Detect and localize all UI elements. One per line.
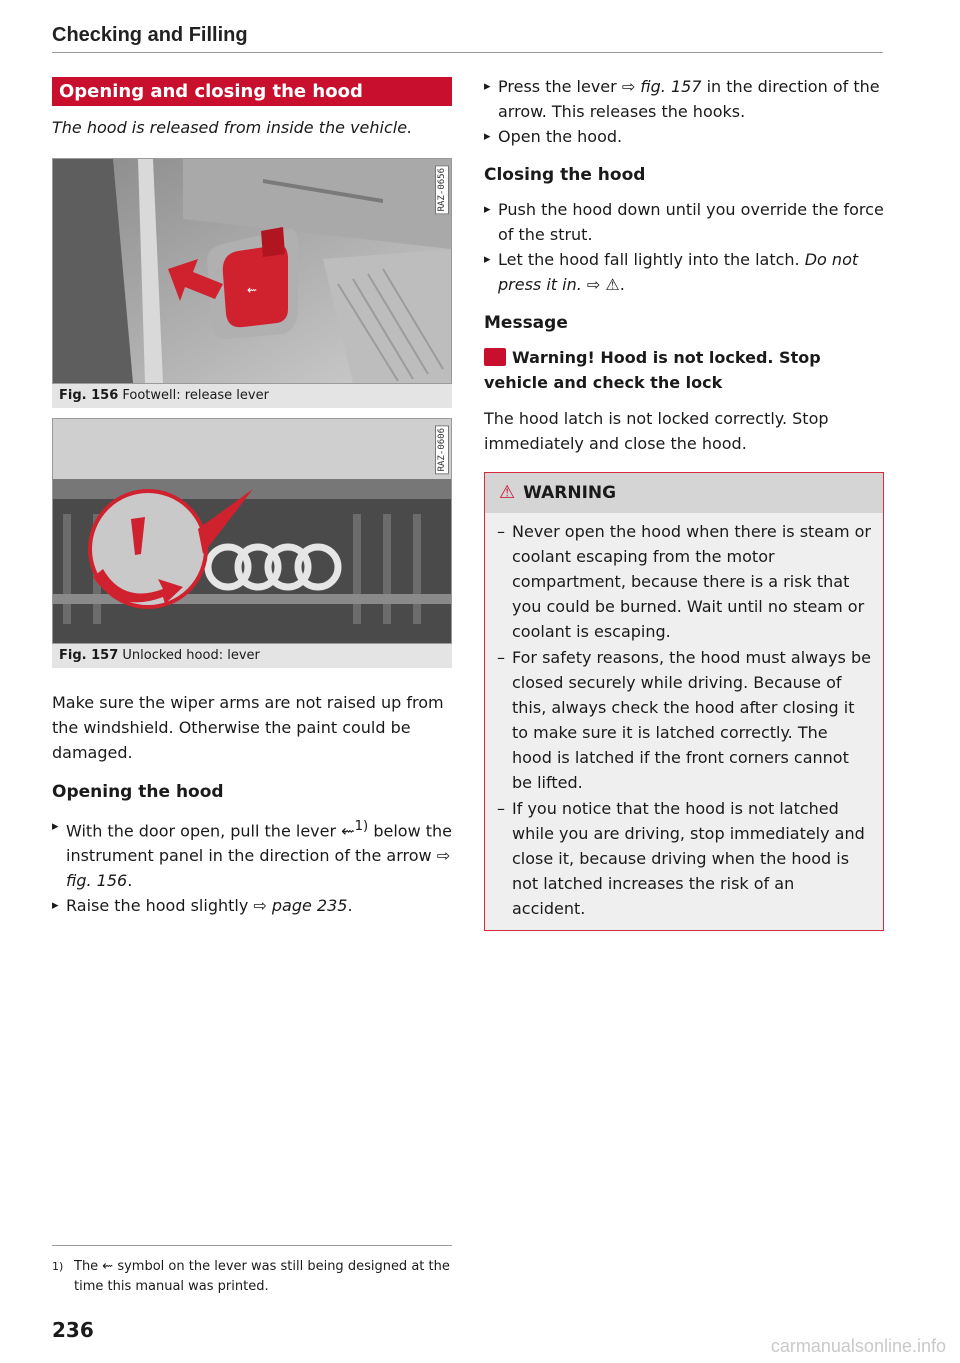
figure-label: Fig. 156 xyxy=(59,388,119,403)
closing-step xyxy=(484,247,884,297)
emphasis-text: Do not press it in. xyxy=(498,250,859,294)
footnote-text: The ⇜ symbol on the lever was still being designed at the time this manual was printed. xyxy=(74,1259,450,1294)
figure-156 xyxy=(52,158,452,408)
warning-box xyxy=(484,472,884,931)
page-reference: ⇨ page 235 xyxy=(253,896,348,916)
page-number: 236 xyxy=(52,1318,94,1342)
page-header: Checking and Filling xyxy=(52,24,248,46)
left-column xyxy=(52,77,452,918)
warning-body xyxy=(485,513,883,930)
svg-text:⇜: ⇜ xyxy=(247,283,258,297)
opening-heading: Opening the hood xyxy=(52,782,224,802)
closing-heading: Closing the hood xyxy=(484,165,646,185)
figure-caption-text: Unlocked hood: lever xyxy=(122,648,260,663)
header-rule xyxy=(52,52,883,53)
figure-caption xyxy=(52,644,452,668)
message-title xyxy=(484,345,884,395)
hood-symbol-icon: ⇜ xyxy=(341,821,355,841)
warning-title: WARNING xyxy=(523,483,617,503)
figure-reference: ⇨ fig. 157 xyxy=(621,77,702,96)
message-title-text: Warning! Hood is not locked. Stop vehicle and check the lock xyxy=(484,348,821,392)
warning-header xyxy=(485,473,883,513)
warning-item: – Never open the hood when there is steam or coolant escaping from the motor compartment, because there is a risk that you could be burned. Wait until no steam or coolant is escaping. xyxy=(497,519,871,644)
step-text: Let the hood fall lightly into the latch. xyxy=(498,250,805,269)
footnote xyxy=(52,1257,452,1297)
step-text: Raise the hood slightly xyxy=(66,896,254,916)
message-heading: Message xyxy=(484,313,568,333)
opening-step xyxy=(52,814,452,893)
figure-caption xyxy=(52,384,452,408)
figure-caption-text: Footwell: release lever xyxy=(122,388,269,403)
step-text: . xyxy=(127,871,133,891)
footnote-rule xyxy=(52,1245,452,1246)
message-text: The hood latch is not locked correctly. Stop immediately and close the hood. xyxy=(484,409,829,453)
figure-reference: ⇨ fig. 156 xyxy=(66,846,451,891)
step-text: Push the hood down until you override the force of the strut. xyxy=(498,200,884,244)
hood-warning-lamp-icon xyxy=(484,348,506,366)
right-column xyxy=(484,74,884,931)
section-title: Opening and closing the hood xyxy=(52,77,452,106)
footnote-ref: 1) xyxy=(354,819,369,834)
wiper-note: Make sure the wiper arms are not raised up from the windshield. Otherwise the paint could be damaged. xyxy=(52,693,444,762)
figure-157 xyxy=(52,418,452,668)
opening-step xyxy=(484,74,884,124)
warning-reference: ⇨ ⚠. xyxy=(581,275,625,294)
figure-code: RAZ-0606 xyxy=(435,425,449,474)
lead-text: The hood is released from inside the vehicle. xyxy=(52,118,413,137)
step-text: Press the lever xyxy=(498,77,622,96)
step-text: in the direction of the arrow. This releases the hooks. xyxy=(498,77,880,121)
watermark: carmanualsonline.info xyxy=(770,1336,946,1356)
footnote-marker: 1) xyxy=(52,1260,64,1273)
footwell-release-lever-image xyxy=(52,158,452,384)
unlocked-hood-lever-image xyxy=(52,418,452,644)
opening-step xyxy=(52,893,452,918)
figure-label: Fig. 157 xyxy=(59,648,119,663)
step-text: With the door open, pull the lever xyxy=(66,821,337,841)
figure-code: RAZ-0656 xyxy=(435,165,449,214)
step-text: below the instrument panel in the direction of the arrow xyxy=(66,821,452,866)
warning-item: – For safety reasons, the hood must always be closed securely while driving. Because of this, always check the hood after closing it to make sure it is latched correctly. The hood is latched if the front corners cannot be lifted. xyxy=(497,645,871,795)
step-text: . xyxy=(347,896,353,916)
warning-triangle-icon: ⚠ xyxy=(499,482,516,503)
closing-step xyxy=(484,197,884,247)
warning-item: – If you notice that the hood is not latched while you are driving, stop immediately and close it, because driving when the hood is not latched increases the risk of an accident. xyxy=(497,796,871,921)
step-text: Open the hood. xyxy=(498,127,623,146)
opening-step xyxy=(484,124,884,149)
